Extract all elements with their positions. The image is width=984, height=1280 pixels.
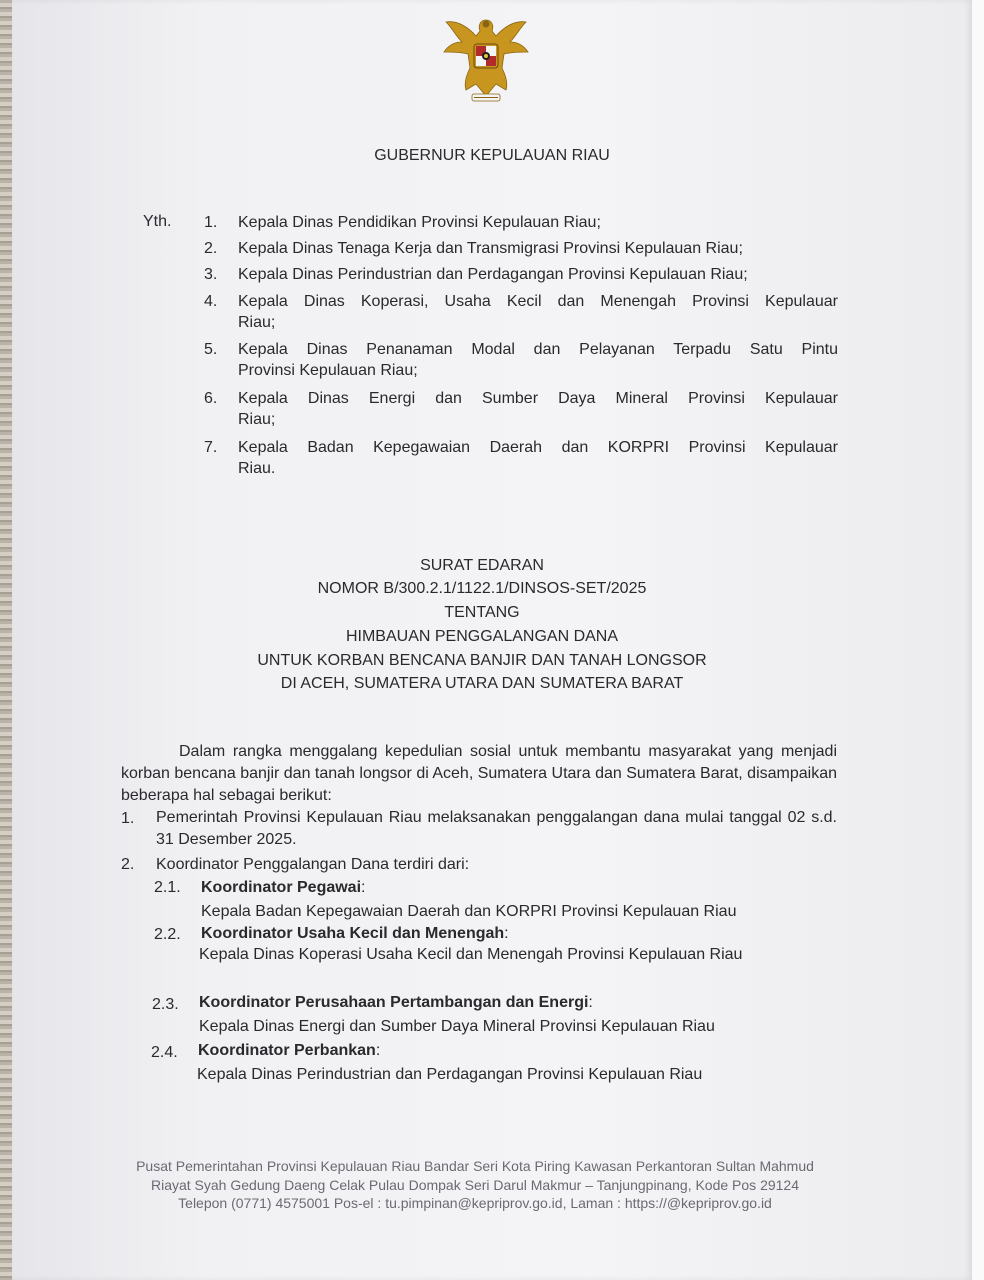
- intro-paragraph: Dalam rangka menggalang kepedulian sosial untuk membantu masyarakat yang menjadi korban bencana banjir dan tanah longsor di Aceh, Sumatera Utara dan Sumatera Barat, disampaikan beberapa hal sebagai berikut:: [121, 743, 837, 804]
- recipient-number: 5.: [204, 341, 218, 358]
- coordinator-title: Koordinator Pegawai: [201, 879, 362, 896]
- coordinator-number: 2.3.: [152, 996, 179, 1013]
- coordinator-number: 2.4.: [151, 1044, 178, 1061]
- coordinator-description: Kepala Dinas Koperasi Usaha Kecil dan Menengah Provinsi Kepulauan Riau: [199, 946, 743, 963]
- recipient-number: 6.: [204, 390, 218, 407]
- coordinator-description: Kepala Badan Kepegawaian Daerah dan KORPRI Provinsi Kepulauan Riau: [201, 903, 737, 920]
- footer-contact-line: Telepon (0771) 4575001 Pos-el : tu.pimpinan@kepriprov.go.id, Laman : https://@kepriprov.go.id: [178, 1195, 772, 1211]
- recipient-number: 3.: [204, 266, 218, 283]
- coordinator-title: Koordinator Perbankan: [198, 1042, 376, 1059]
- circular-number: NOMOR B/300.2.1/1122.1/DINSOS-SET/2025: [317, 580, 647, 597]
- recipient-number: 7.: [204, 439, 218, 456]
- circular-about: TENTANG: [444, 604, 520, 621]
- recipient-text: Kepala Dinas Pendidikan Provinsi Kepulauan Riau;: [238, 214, 601, 231]
- circular-subject-line: HIMBAUAN PENGGALANGAN DANA: [345, 628, 619, 645]
- circular-subject-line: DI ACEH, SUMATERA UTARA DAN SUMATERA BARAT: [280, 675, 684, 692]
- recipient-text-continued: Riau;: [238, 411, 276, 428]
- point-text: Pemerintah Provinsi Kepulauan Riau melaksanakan penggalangan dana mulai tanggal 02 s.d. 31 Desember 2025.: [156, 809, 837, 848]
- recipient-text: Kepala Dinas Perindustrian dan Perdagangan Provinsi Kepulauan Riau;: [238, 266, 748, 283]
- recipient-text-continued: Riau;: [238, 314, 276, 331]
- circular-title: SURAT EDARAN: [420, 557, 544, 574]
- recipient-text-continued: Riau.: [238, 460, 276, 477]
- recipient-number: 1.: [204, 214, 218, 231]
- recipient-text: Kepala Dinas Koperasi, Usaha Kecil dan Menengah Provinsi Kepulauar: [238, 293, 838, 310]
- garuda-emblem-icon: [436, 6, 536, 106]
- circular-subject-line: UNTUK KORBAN BENCANA BANJIR DAN TANAH LONGSOR: [257, 652, 707, 669]
- recipient-text-continued: Provinsi Kepulauan Riau;: [238, 362, 418, 379]
- background-right: [972, 0, 984, 1280]
- recipient-text: Kepala Badan Kepegawaian Daerah dan KORPRI Provinsi Kepulauar: [238, 439, 838, 456]
- recipient-text: Kepala Dinas Tenaga Kerja dan Transmigrasi Provinsi Kepulauan Riau;: [238, 240, 743, 257]
- footer-address-line: Pusat Pemerintahan Provinsi Kepulauan Riau Bandar Seri Kota Piring Kawasan Perkantoran Sultan Mahmud: [136, 1158, 814, 1174]
- recipient-text: Kepala Dinas Penanaman Modal dan Pelayanan Terpadu Satu Pintu: [238, 341, 838, 358]
- point-number: 1.: [121, 810, 135, 827]
- coordinator-description: Kepala Dinas Perindustrian dan Perdagangan Provinsi Kepulauan Riau: [197, 1066, 703, 1083]
- recipient-number: 4.: [204, 293, 218, 310]
- coordinator-description: Kepala Dinas Energi dan Sumber Daya Mineral Provinsi Kepulauan Riau: [199, 1018, 715, 1035]
- coordinator-number: 2.1.: [154, 879, 181, 896]
- footer-address-line: Riayat Syah Gedung Daeng Celak Pulau Dompak Seri Darul Makmur – Tanjungpinang, Kode Pos 29124: [150, 1177, 800, 1193]
- coordinator-title: Koordinator Usaha Kecil dan Menengah: [201, 925, 505, 942]
- recipient-text: Kepala Dinas Energi dan Sumber Daya Mineral Provinsi Kepulauar: [238, 390, 838, 407]
- coordinator-title: Koordinator Perusahaan Pertambangan dan Energi: [199, 994, 589, 1011]
- recipient-label: Yth.: [143, 213, 172, 230]
- point-number: 2.: [121, 856, 135, 873]
- page-title: GUBERNUR KEPULAUAN RIAU: [374, 147, 610, 164]
- coordinator-number: 2.2.: [154, 926, 181, 943]
- point-text: Koordinator Penggalangan Dana terdiri dari:: [156, 856, 470, 873]
- recipient-number: 2.: [204, 240, 218, 257]
